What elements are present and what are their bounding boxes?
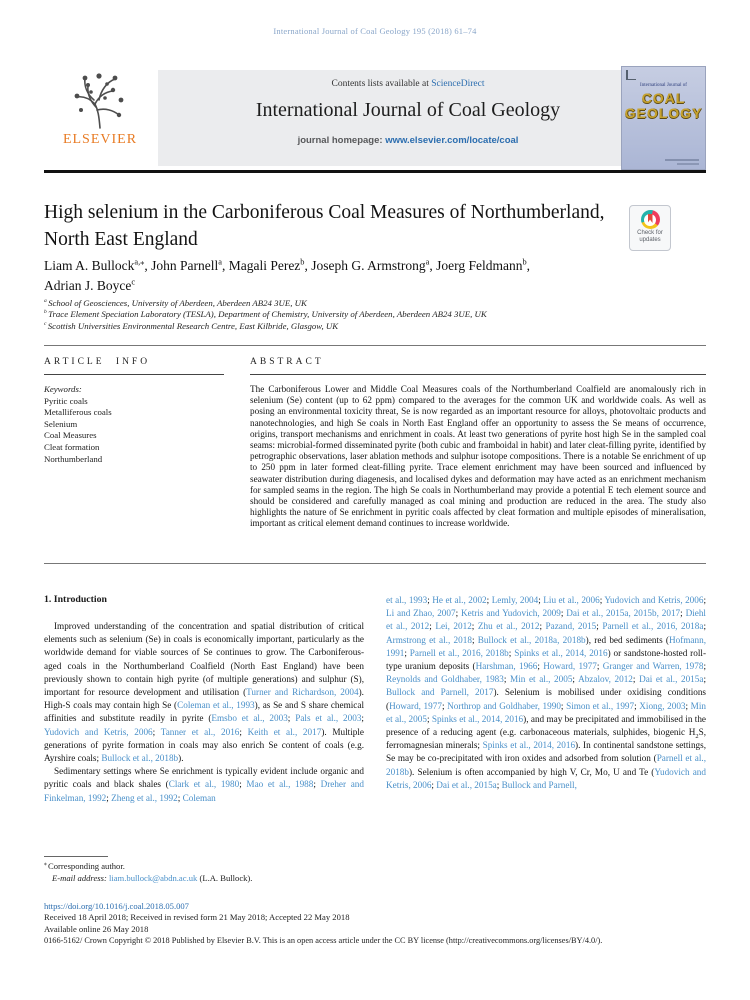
abstract-column (250, 357, 706, 530)
citation-link[interactable]: Min et al., 2005 (386, 700, 706, 724)
body-paragraph: et al., 1993; He et al., 2002; Lemly, 2004; Liu et al., 2006; Yudovich and Ketris, 2006; Li and Zhao, 2007; Ketris and Yudovich, 2009; Dai et al., 2015a, 2015b, 2017; Diehl et al., 2012; Lei, 2012; Zhu et al., 2012; Pazand, 2015; Parnell et al., 2016, 2018a; Armstrong et al., 2018; Bullock et al., 2018a, 2018b), red bed sediments (Hofmann, 1991; Parnell et al., 2016, 2018b; Spinks et al., 2014, 2016) or sandstone-hosted roll-type uranium deposits (Harshman, 1966; Howard, 1977; Granger and Warren, 1978; Reynolds and Goldhaber, 1983; Min et al., 2005; Abzalov, 2012; Dai et al., 2015a; Bullock and Parnell, 2017). Selenium is mobilised under oxidising conditions (Howard, 1977; Northrop and Goldhaber, 1990; Simon et al., 1997; Xiong, 2003; Min et al., 2005; Spinks et al., 2014, 2016), and may be precipitated and immobilised in the presence of a reducing agent (e.g. carbonaceous materials, sulphides, biogenic $H_2S$, ferromagnesian minerals; Spinks et al., 2014, 2016). In continental sandstone settings, Se may be co-precipitated with iron oxides and adsorbed from solution (Parnell et al., 2018b). Selenium is often accompanied by high V, Cr, Mo, U and Te (Yudovich and Ketris, 2006; Dai et al., 2015a; Bullock and Parnell, (386, 595, 707, 790)
citation-link[interactable]: Dai et al., 2015a (639, 674, 704, 685)
keyword-item: Pyritic coals (44, 395, 88, 406)
citation-link[interactable]: Howard, 1977 (389, 700, 442, 711)
citation-link[interactable]: Diehl et al., 2012 (386, 608, 706, 632)
citation-link[interactable]: Pazand, 2015 (545, 621, 597, 632)
homepage-link[interactable]: www.elsevier.com/locate/coal (385, 135, 519, 146)
authors-line (44, 256, 644, 295)
citation-link[interactable]: et al., 1993 (386, 595, 428, 605)
citation-link[interactable]: Granger and Warren, 1978 (602, 661, 704, 672)
keyword-item: Metalliferous coals (44, 407, 112, 418)
citation-link[interactable]: Spinks et al., 2014, 2016 (514, 647, 608, 658)
affiliations (44, 298, 684, 332)
abstract-heading: ABSTRACT (250, 357, 324, 367)
header-divider (44, 170, 706, 173)
abstract-text: The Carboniferous Lower and Middle Coal Measures coals of the Northumberland Coalfield are anomalously rich in selenium (Se) content (up to 62 ppm) compared to the averages for the common UK and worldwide coals. As well as posing an environmental toxicity threat, Se is now regarded as an important resource for alloys, photovoltaic products and nanotechnologies, and high Se coals in North East England offer an opportunity to assess the Se means of occurrence, origins, transport mechanisms and enrichment in coals. At least two generations of pyrite host high Se in the sampled coal seams: microbial-formed disseminated pyrite (both cubic and framboidal in habit) and later cleat-filling pyrite, identified by petrographic observations, laser ablation methods and sulphur isotope compositions. There is a notable Se enrichment of up to 250 ppm in later formed cleat-filling pyrite. Trace element enrichment may have been sourced and influenced by seawater distribution during diagenesis, and localised dykes and deformation may have acted as an enrichment mechanism for sampled seams in the region. The high Se coals in Northumberland may provide a potential E tech element source and should be considered and carefully managed as coal mining and production are reduced in the area. The study also highlights the nature of Se enrichment in pyritic coals affected by cleat formation and multiple episodes of mineralisation, important as critical element demand continues to increase worldwide. (250, 384, 706, 529)
citation-link[interactable]: Dai et al., 2015a, 2015b, 2017 (566, 608, 681, 619)
citation-link[interactable]: Xiong, 2003 (639, 700, 686, 711)
cover-decor-bar2 (677, 163, 699, 165)
citation-link[interactable]: Simon et al., 1997 (566, 700, 635, 711)
citation-link[interactable]: Coleman (182, 792, 216, 803)
citation-link[interactable]: Mao et al., 1988 (246, 779, 314, 790)
journal-cover-thumbnail[interactable] (621, 66, 706, 170)
received-line: Received 18 April 2018; Received in revised form 21 May 2018; Accepted 22 May 2018 (44, 912, 350, 923)
keyword-item: Selenium (44, 418, 78, 429)
citation-link[interactable]: Spinks et al., 2014, 2016 (482, 740, 576, 751)
copyright-line: 0166-5162/ Crown Copyright © 2018 Published by Elsevier B.V. This is an open access article under the CC BY license (http://creativecommons.org/licenses/BY/4.0/). (44, 935, 603, 945)
citation-link[interactable]: Zheng et al., 1992 (111, 792, 178, 803)
article-info-rule (44, 374, 224, 375)
introduction-heading: 1. Introduction (44, 594, 107, 605)
citation-link[interactable]: Bullock et al., 2018b (101, 753, 179, 764)
body-column-right (386, 594, 706, 792)
citation-link[interactable]: Bullock et al., 2018a, 2018b (477, 634, 586, 645)
citation-link[interactable]: Lemly, 2004 (491, 595, 539, 605)
authors-line-1: Liam A. Bullock$^{a,⁎}$, John Parnell$^a$, Magali Perez$^b$, Joseph G. Armstrong$^a$, Joerg Feldmann$^b$, (44, 257, 531, 273)
doi-link[interactable]: https://doi.org/10.1016/j.coal.2018.05.007 (44, 901, 189, 911)
elsevier-logo[interactable] (44, 70, 156, 168)
keyword-item: Cleat formation (44, 441, 100, 452)
elsevier-tree-icon (69, 70, 131, 130)
affiliation-c: $^c$ Scottish Universities Environmental Research Centre, East Kilbride, Glasgow, UK (44, 320, 339, 331)
citation-link[interactable]: Yudovich and Ketris, 2006 (386, 766, 706, 790)
citation-link[interactable]: Bullock and Parnell, (501, 779, 577, 790)
body-paragraph: Sedimentary settings where Se enrichment is typically evident include organic and pyritic coals and black shales (Clark et al., 1980; Mao et al., 1988; Dreher and Finkelman, 1992; Zheng et al., 1992; Coleman (44, 766, 364, 803)
citation-link[interactable]: Pals et al., 2003 (295, 713, 362, 724)
contents-prefix: Contents lists available at (331, 79, 432, 89)
affiliation-b: $^b$ Trace Element Speciation Laboratory (TESLA), Department of Chemistry, University of Aberdeen, Aberdeen AB24 3UE, UK (44, 309, 487, 320)
citation-link[interactable]: Yudovich and Ketris, 2006 (604, 595, 704, 605)
abstract-rule (250, 374, 706, 375)
footer-block (44, 901, 706, 946)
citation-link[interactable]: Li and Zhao, 2007 (386, 608, 456, 619)
footnote-rule (44, 856, 108, 857)
running-head: International Journal of Coal Geology 195 (2018) 61–74 (273, 26, 477, 36)
citation-link[interactable]: Harshman, 1966 (475, 661, 538, 672)
body-column-left (44, 594, 364, 805)
citation-link[interactable]: Keith et al., 2017 (247, 726, 322, 737)
cover-decor-bar (665, 159, 699, 161)
citation-link[interactable]: Northrop and Goldhaber, 1990 (447, 700, 561, 711)
cover-title-line1: COAL (641, 90, 686, 106)
affiliation-a: $^a$ School of Geosciences, University of Aberdeen, Aberdeen AB24 3UE, UK (44, 298, 307, 308)
elsevier-wordmark: ELSEVIER (62, 132, 138, 147)
citation-link[interactable]: Clark et al., 1980 (168, 779, 240, 790)
citation-link[interactable]: Turner and Richardson, 2004 (246, 687, 359, 698)
email-note: E-mail address: liam.bullock@abdn.ac.uk (L.A. Bullock). (52, 872, 253, 883)
citation-link[interactable]: Bullock and Parnell, 2017 (386, 687, 494, 698)
section-rule-bottom (44, 563, 706, 564)
citation-link[interactable]: Emsbo et al., 2003 (211, 713, 288, 724)
keyword-item: Northumberland (44, 453, 103, 464)
check-badge-label: Check for updates (637, 230, 663, 243)
homepage-prefix: journal homepage: (297, 135, 386, 146)
citation-link[interactable]: Yudovich and Ketris, 2006 (44, 726, 153, 737)
corresponding-author-note: ⁎ Corresponding author. (44, 861, 125, 871)
citation-link[interactable]: Dreher and Finkelman, 1992 (44, 779, 364, 803)
citation-link[interactable]: Zhu et al., 2012 (477, 621, 540, 632)
journal-banner (44, 68, 706, 168)
keywords-label: Keywords: (44, 384, 82, 394)
citation-link[interactable]: He et al., 2002 (432, 595, 487, 605)
citation-link[interactable]: Min et al., 2005 (510, 674, 573, 685)
article-title: High selenium in the Carboniferous Coal Measures of Northumberland, North East England (44, 202, 605, 250)
citation-link[interactable]: Spinks et al., 2014, 2016 (431, 713, 524, 724)
keyword-item: Coal Measures (44, 430, 97, 441)
crossmark-icon (641, 210, 660, 229)
citation-link[interactable]: Coleman et al., 1993 (177, 700, 255, 711)
citation-link[interactable]: Parnell et al., 2016, 2018a (602, 621, 704, 632)
article-info-heading: ARTICLE INFO (44, 357, 151, 367)
cover-title (622, 91, 705, 121)
sciencedirect-link[interactable]: ScienceDirect (431, 79, 485, 89)
citation-link[interactable]: Ketris and Yudovich, 2009 (461, 608, 561, 619)
check-for-updates-badge[interactable] (629, 205, 671, 251)
keywords-list (44, 396, 224, 466)
cover-title-line2: GEOLOGY (624, 105, 703, 121)
banner-box (158, 70, 658, 166)
citation-link[interactable]: Parnell et al., 2018b (386, 753, 706, 777)
citation-link[interactable]: Reynolds and Goldhaber, 1983 (386, 674, 504, 685)
cover-corner-mark (626, 70, 636, 80)
footnote-block (44, 856, 374, 884)
authors-line-2: Adrian J. Boyce$^c$ (44, 277, 136, 293)
citation-link[interactable]: Hofmann, 1991 (386, 634, 706, 658)
homepage-line (158, 135, 658, 146)
email-link[interactable]: liam.bullock@abdn.ac.uk (108, 872, 198, 883)
journal-title: International Journal of Coal Geology (255, 99, 561, 121)
citation-link[interactable]: Tanner et al., 2016 (160, 726, 240, 737)
cover-top-text: International Journal of (640, 83, 687, 88)
citation-link[interactable]: Parnell et al., 2016, 2018b (409, 647, 509, 658)
citation-link[interactable]: Abzalov, 2012 (578, 674, 633, 685)
citation-link[interactable]: Dai et al., 2015a (436, 779, 497, 790)
section-rule-top (44, 345, 706, 346)
citation-link[interactable]: Armstrong et al., 2018 (386, 634, 472, 645)
citation-link[interactable]: Howard, 1977 (543, 661, 597, 672)
article-info-column (44, 357, 224, 465)
contents-line (158, 79, 658, 89)
available-line: Available online 26 May 2018 (44, 923, 149, 934)
citation-link[interactable]: Lei, 2012 (435, 621, 472, 632)
citation-link[interactable]: Liu et al., 2006 (543, 595, 600, 605)
body-paragraph: Improved understanding of the concentration and spatial distribution of critical elements such as selenium (Se) in coals is economically important, particularly as the worldwide demand for viable sources of Se continues to grow. The Carboniferous-aged coals in the Northumberland Coalfield (North East England) have been previously shown to contain high pyrite (of multiple generations) and sulphur (S), important for resource development and utilisation (Turner and Richardson, 2004). High-S coals may contain high Se (Coleman et al., 1993), as Se and S share chemical affinities and substitute readily in pyrite (Emsbo et al., 2003; Pals et al., 2003; Yudovich and Ketris, 2006; Tanner et al., 2016; Keith et al., 2017). Multiple generations of pyrite formation in coals may also enrich Se content of coals (e.g. Ayrshire coals; Bullock et al., 2018b). (44, 621, 364, 764)
